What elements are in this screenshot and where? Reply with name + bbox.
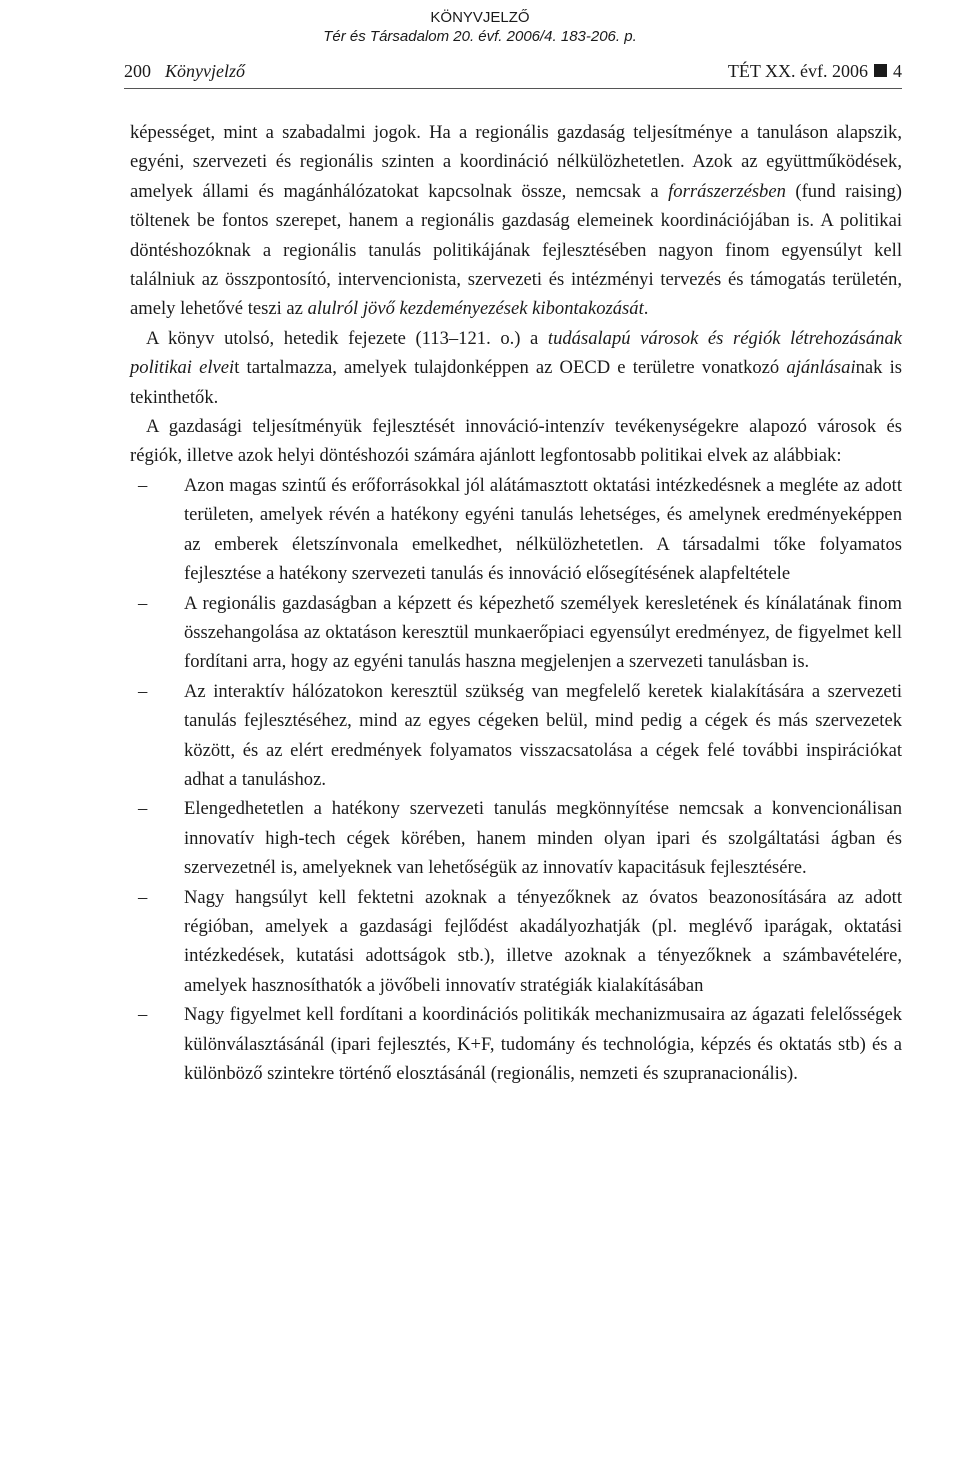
paragraph-2 — [130, 324, 902, 412]
square-bullet-icon — [874, 64, 887, 77]
journal-issue: TÉT XX. évf. 2006 — [727, 61, 868, 81]
text-run: (fund raising) töltenek be fontos szerepet, hanem a regionális gazdaság elemeinek koordinációjában is. A politikai döntéshozóknak a regionális tanulás politikájának fejlesztésében nagyon finom egyensúlyt kell találniuk az összpontosító, intervencionista, szervezeti és intézményi tervezés és támogatás területén, amely lehetővé teszi az — [130, 180, 902, 320]
running-header-citation: Tér és Társadalom 20. évf. 2006/4. 183-206. p. — [323, 28, 637, 45]
text-run: A könyv utolsó, hetedik fejezete (113–121. o.) a — [146, 327, 548, 349]
list-item-text: A regionális gazdaságban a képzett és képezhető személyek keresletének és kínálatának finom összehangolása az oktatáson keresztül munkaerőpiaci egyensúlyt eredményez, de figyelmet kell fordítani arra, hogy az egyéni tanulás haszna megjelenjen a szervezeti tanulásban is. — [184, 592, 902, 673]
dash-bullet: – — [138, 798, 148, 820]
list-item — [130, 471, 902, 589]
list-item-text: Nagy hangsúlyt kell fektetni azoknak a tényezőknek az óvatos beazonosítására az adott régióban, amelyek a gazdasági fejlődést akadályozhatják (pl. meglévő iparágak, oktatási intézkedések, kutatási adottságok stb.), illetve azoknak a tényezőknek a számbavételére, amelyek hasznosíthatók a jövőbeli innovatív stratégiák kialakításában — [184, 886, 902, 996]
list-item — [130, 677, 902, 795]
dash-bullet: – — [138, 592, 148, 614]
article-body — [130, 118, 902, 1088]
italic-term: tudásalapú városok és régiók létrehozásának politikai elvei — [130, 327, 902, 379]
principles-list — [130, 471, 902, 1089]
page-number: 200 — [124, 61, 151, 81]
list-item — [130, 1000, 902, 1088]
list-item — [130, 589, 902, 677]
issue-number: 4 — [893, 61, 902, 81]
dash-bullet: – — [138, 680, 148, 702]
dash-bullet: – — [138, 886, 148, 908]
header-rule — [124, 88, 902, 89]
list-item — [130, 794, 902, 882]
text-run: . — [643, 298, 649, 320]
section-title: Könyvjelző — [165, 61, 245, 81]
page-header-right — [728, 60, 902, 82]
paragraph-1 — [130, 118, 902, 324]
text-run: nak is tekinthetők. — [130, 357, 903, 408]
text-run: képességet, mint a szabadalmi jogok. Ha a regionális gazdaság teljesítménye a tanuláson alapszik, egyéni, szervezeti és regionális szinten a koordináció nélkülözhetetlen. Azok az együttműködések, amelyek állami és magánhálózatokat kapcsolnak össze, nemcsak a — [130, 122, 902, 202]
italic-term: forrászerzésben — [668, 180, 786, 202]
list-item-text: Azon magas szintű és erőforrásokkal jól alátámasztott oktatási intézkedésnek a megléte az adott területen, amelyek révén a hatékony egyéni tanulás lehetséges, és amelynek eredményeképpen az emberek életszínvonala emelkedhet, nélkülözhetetlen. A társadalmi tőke folyamatos fejlesztése a hatékony szervezeti tanulás és innováció elősegítésének alapfeltétele — [184, 474, 902, 585]
italic-term: ajánlásai — [786, 357, 856, 379]
list-item-text: Az interaktív hálózatokon keresztül szükség van megfelelő keretek kialakítására a szervezeti tanulás fejlesztéséhez, mind az egyes cégeken belül, mind pedig a cégek és más szervezetek között, és az elért eredmények folyamatos visszacsatolása a cégek felé további inspirációkat adhat a tanuláshoz. — [184, 680, 902, 790]
dash-bullet: – — [138, 474, 148, 496]
list-item-text: Elengedhetetlen a hatékony szervezeti tanulás megkönnyítése nemcsak a konvencionálisan innovatív high-tech cégek körében, hanem minden olyan ipari és szolgáltatási ágban és szervezetnél is, amelyeknek van lehetőségük az innovatív kapacitásuk fejlesztésére. — [184, 798, 902, 879]
running-header-title: KÖNYVJELZŐ — [430, 9, 530, 26]
italic-term: alulról jövő kezdeményezések kibontakozását — [307, 298, 644, 320]
text-run: t tartalmazza, amelyek tulajdonképpen az OECD e területre vonatkozó — [234, 357, 787, 379]
running-header — [0, 8, 960, 46]
list-item-text: Nagy figyelmet kell fordítani a koordinációs politikák mechanizmusaira az ágazati felelősségek különválasztásánál (ipari fejlesztés, K+F, tudomány és technológia, képzés és oktatás stb) és a különböző szintekre történő elosztásánál (regionális, nemzeti és szupranacionális). — [184, 1004, 902, 1084]
page-header — [124, 60, 902, 86]
page-header-left — [124, 60, 245, 82]
paragraph-3: A gazdasági teljesítményük fejlesztését innováció-intenzív tevékenységekre alapozó városok és régiók, illetve azok helyi döntéshozói számára ajánlott legfontosabb politikai elvek az alábbiak: — [130, 416, 902, 467]
list-item — [130, 883, 902, 1001]
dash-bullet: – — [138, 1004, 148, 1026]
